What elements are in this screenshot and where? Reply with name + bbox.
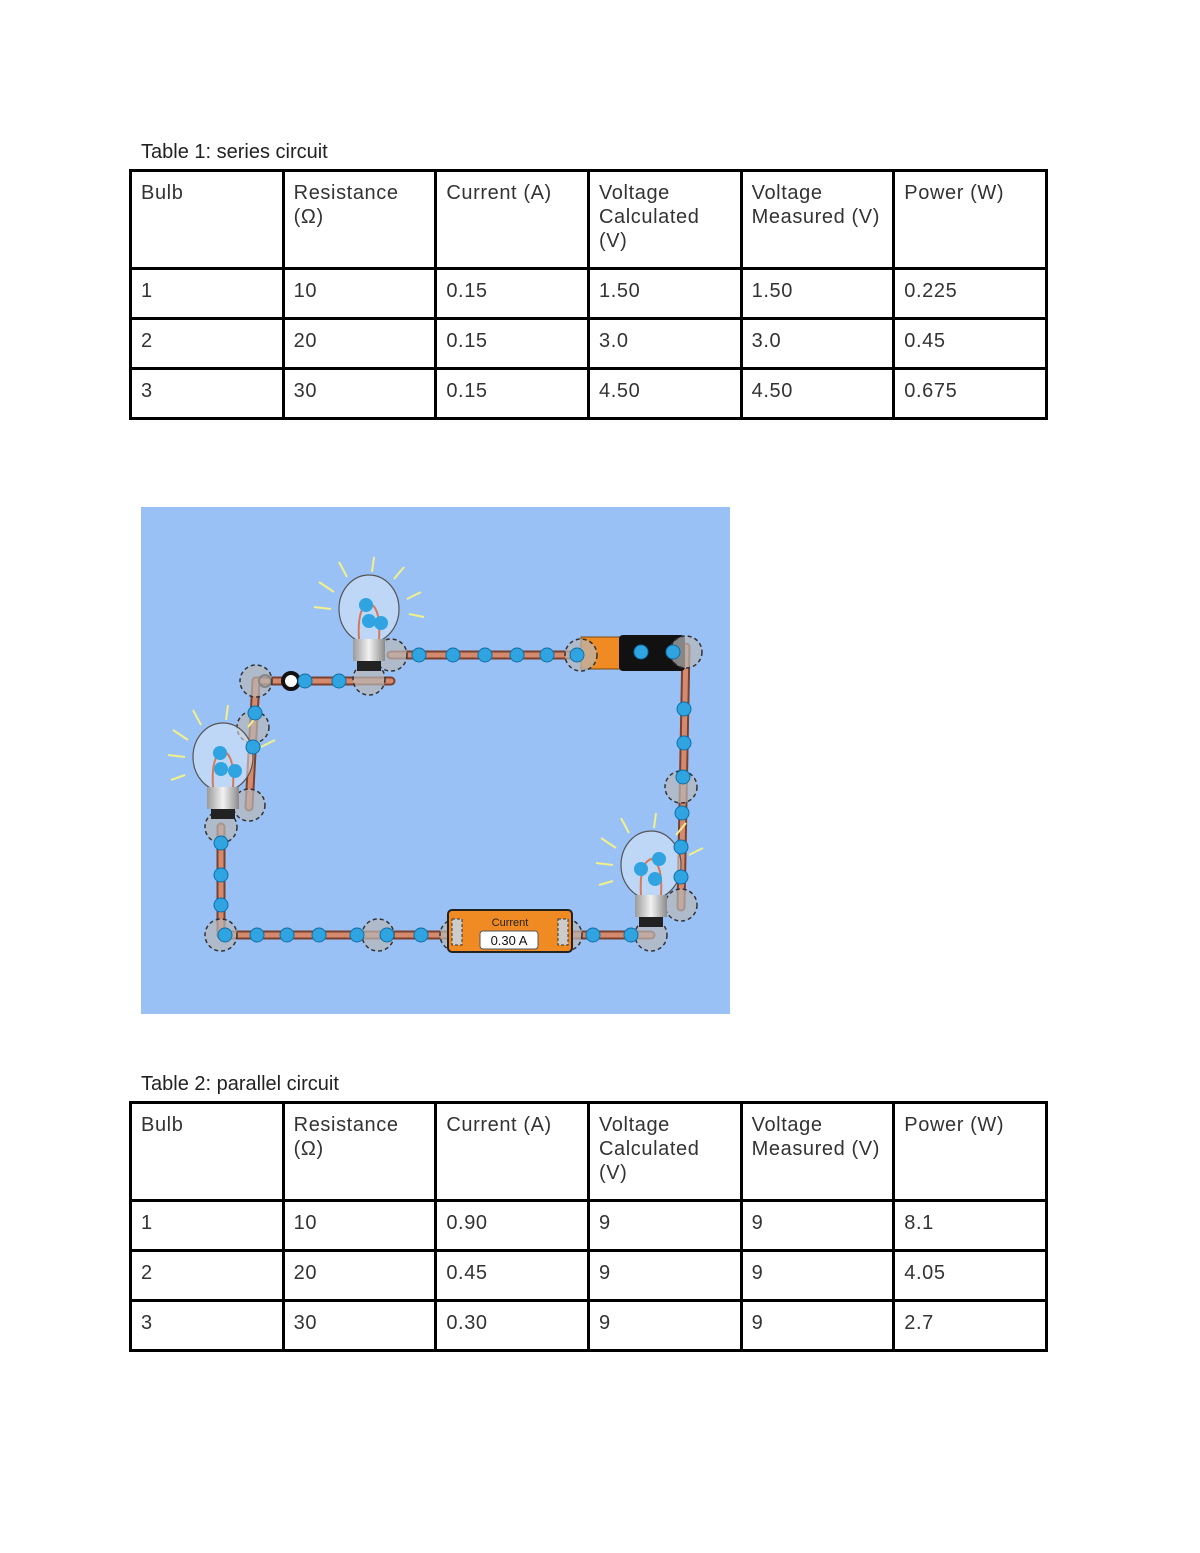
cell-power: 4.05 xyxy=(894,1251,1047,1301)
cell-current: 0.15 xyxy=(436,319,589,369)
table-row xyxy=(131,1201,1047,1251)
header-voltage-measured: Voltage Measured (V) xyxy=(741,171,894,269)
header-voltage-measured: Voltage Measured (V) xyxy=(741,1103,894,1201)
cell-bulb: 2 xyxy=(131,319,284,369)
cell-power: 2.7 xyxy=(894,1301,1047,1351)
cell-power: 0.675 xyxy=(894,369,1047,419)
cell-voltage-calculated: 4.50 xyxy=(588,369,741,419)
cell-bulb: 3 xyxy=(131,1301,284,1351)
cell-resistance: 20 xyxy=(283,319,436,369)
header-current: Current (A) xyxy=(436,171,589,269)
header-resistance: Resistance (Ω) xyxy=(283,1103,436,1201)
series-circuit-table xyxy=(129,169,1048,420)
table1-caption: Table 1: series circuit xyxy=(141,141,328,163)
cell-resistance: 20 xyxy=(283,1251,436,1301)
header-voltage-calculated: Voltage Calculated (V) xyxy=(588,171,741,269)
cell-power: 8.1 xyxy=(894,1201,1047,1251)
cell-current: 0.15 xyxy=(436,269,589,319)
table2-caption: Table 2: parallel circuit xyxy=(141,1073,339,1095)
cell-voltage-measured: 9 xyxy=(741,1201,894,1251)
cell-resistance: 10 xyxy=(283,1201,436,1251)
table-row xyxy=(131,1301,1047,1351)
header-bulb: Bulb xyxy=(131,171,284,269)
table-header-row xyxy=(131,171,1047,269)
cell-voltage-calculated: 9 xyxy=(588,1201,741,1251)
cell-resistance: 10 xyxy=(283,269,436,319)
header-bulb: Bulb xyxy=(131,1103,284,1201)
ammeter xyxy=(448,910,572,952)
cell-voltage-measured: 4.50 xyxy=(741,369,894,419)
cell-bulb: 3 xyxy=(131,369,284,419)
table-row xyxy=(131,319,1047,369)
cell-voltage-measured: 9 xyxy=(741,1301,894,1351)
cell-voltage-measured: 9 xyxy=(741,1251,894,1301)
cell-resistance: 30 xyxy=(283,369,436,419)
cell-power: 0.45 xyxy=(894,319,1047,369)
electrons xyxy=(214,645,691,942)
ammeter-reading: 0.30 A xyxy=(490,933,528,948)
cell-bulb: 1 xyxy=(131,1201,284,1251)
cell-resistance: 30 xyxy=(283,1301,436,1351)
cell-current: 0.90 xyxy=(436,1201,589,1251)
table-row xyxy=(131,1251,1047,1301)
cell-bulb: 1 xyxy=(131,269,284,319)
header-resistance: Resistance (Ω) xyxy=(283,171,436,269)
cell-voltage-calculated: 3.0 xyxy=(588,319,741,369)
table-row xyxy=(131,369,1047,419)
table-row xyxy=(131,269,1047,319)
cell-current: 0.45 xyxy=(436,1251,589,1301)
cell-power: 0.225 xyxy=(894,269,1047,319)
circuit-simulation-image xyxy=(141,507,730,1014)
cell-bulb: 2 xyxy=(131,1251,284,1301)
cell-voltage-measured: 1.50 xyxy=(741,269,894,319)
table-header-row xyxy=(131,1103,1047,1201)
header-voltage-calculated: Voltage Calculated (V) xyxy=(588,1103,741,1201)
cell-current: 0.15 xyxy=(436,369,589,419)
header-power: Power (W) xyxy=(894,171,1047,269)
cell-voltage-calculated: 9 xyxy=(588,1251,741,1301)
header-power: Power (W) xyxy=(894,1103,1047,1201)
cell-voltage-calculated: 9 xyxy=(588,1301,741,1351)
ammeter-label: Current xyxy=(491,917,529,929)
cell-voltage-calculated: 1.50 xyxy=(588,269,741,319)
parallel-circuit-table xyxy=(129,1101,1048,1352)
cell-voltage-measured: 3.0 xyxy=(741,319,894,369)
cell-current: 0.30 xyxy=(436,1301,589,1351)
circuit-diagram xyxy=(141,507,730,1014)
header-current: Current (A) xyxy=(436,1103,589,1201)
